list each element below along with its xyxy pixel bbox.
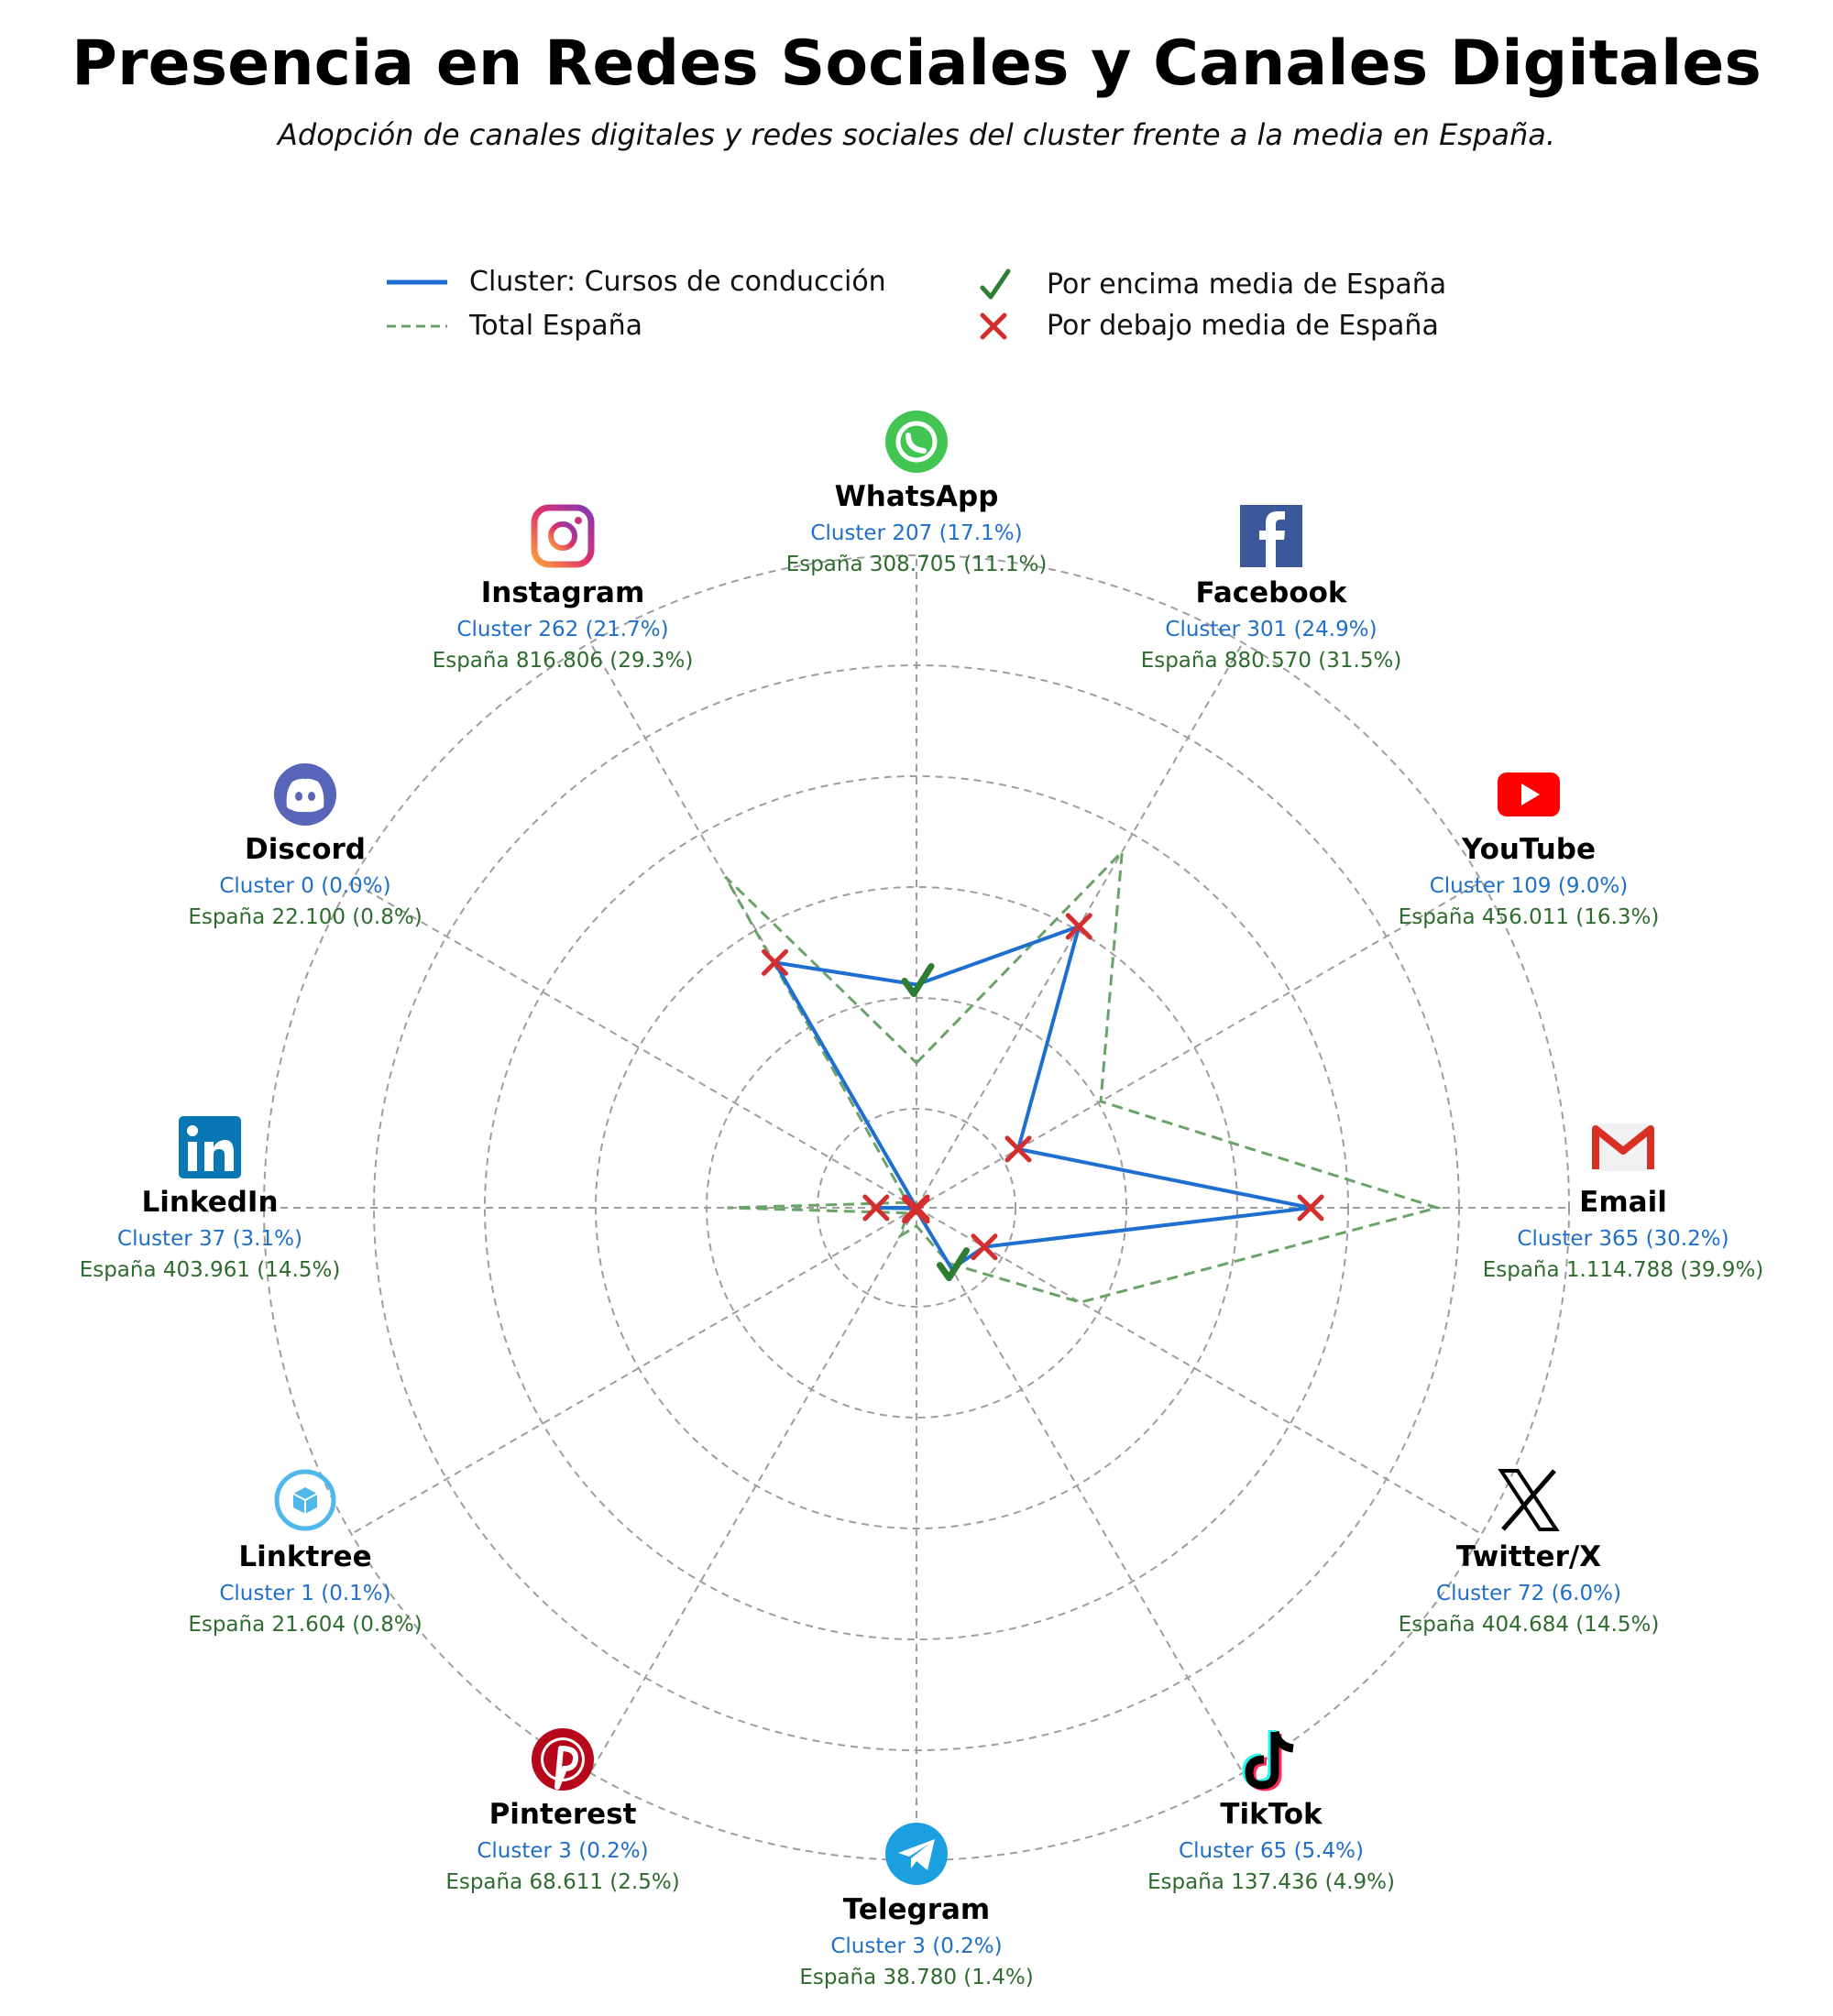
- grid-spoke-6: [916, 1208, 1243, 1773]
- cluster-value-label: Cluster 365 (30.2%): [1517, 1227, 1729, 1251]
- pinterest-icon: [532, 1728, 594, 1791]
- axis-label-10: [80, 1116, 341, 1282]
- spain-value-label: España 137.436 (4.9%): [1147, 1870, 1395, 1894]
- grid-spoke-8: [590, 1208, 916, 1773]
- spain-value-label: España 21.604 (0.8%): [188, 1613, 423, 1637]
- axis-name: YouTube: [1462, 833, 1596, 866]
- axis-label-9: [188, 1472, 422, 1637]
- cluster-value-label: Cluster 301 (24.9%): [1165, 618, 1377, 641]
- axis-label-11: [188, 763, 422, 929]
- axis-name: Facebook: [1195, 576, 1347, 609]
- legend-label-below: Por debajo media de España: [1047, 310, 1439, 342]
- linktree-icon: [277, 1472, 334, 1528]
- spain-value-label: España 816.806 (29.3%): [432, 649, 694, 673]
- gmail-icon: [1592, 1123, 1654, 1171]
- linkedin-icon: [179, 1116, 241, 1178]
- legend-label-spain: Total España: [469, 310, 643, 342]
- axis-label-5: [1399, 1471, 1660, 1637]
- axis-name: Instagram: [480, 576, 645, 609]
- axis-name: Discord: [245, 833, 366, 866]
- x-icon: [1501, 1471, 1556, 1529]
- axis-label-2: [1141, 505, 1402, 673]
- legend-label-above: Por encima media de España: [1047, 268, 1447, 301]
- axis-label-7: [799, 1823, 1033, 1989]
- cluster-series-line: [775, 926, 1312, 1269]
- axis-name: Pinterest: [488, 1798, 637, 1831]
- cluster-value-label: Cluster 207 (17.1%): [810, 521, 1023, 545]
- cluster-value-label: Cluster 37 (3.1%): [117, 1227, 302, 1251]
- grid-spoke-9: [351, 1208, 916, 1534]
- axis-label-8: [445, 1728, 679, 1894]
- spain-value-label: España 404.684 (14.5%): [1398, 1613, 1660, 1637]
- youtube-icon: [1498, 772, 1560, 816]
- axis-label-1: [786, 411, 1048, 576]
- spain-value-label: España 22.100 (0.8%): [188, 905, 423, 929]
- grid-spoke-3: [916, 882, 1482, 1208]
- axis-name: Linktree: [238, 1540, 372, 1573]
- whatsapp-icon: [885, 411, 948, 473]
- axis-name: WhatsApp: [834, 480, 999, 513]
- spain-value-label: España 38.780 (1.4%): [799, 1966, 1034, 1989]
- radar-series: [725, 852, 1437, 1303]
- cluster-value-label: Cluster 3 (0.2%): [477, 1839, 649, 1863]
- axis-name: TikTok: [1220, 1798, 1323, 1831]
- axis-name: Twitter/X: [1455, 1540, 1602, 1573]
- axis-label-3: [1399, 772, 1660, 929]
- cluster-value-label: Cluster 65 (5.4%): [1179, 1839, 1364, 1863]
- cluster-value-label: Cluster 109 (9.0%): [1429, 874, 1629, 898]
- axis-label-12: [433, 508, 694, 673]
- cluster-value-label: Cluster 72 (6.0%): [1436, 1582, 1621, 1605]
- page-title: Presencia en Redes Sociales y Canales Digitales: [71, 27, 1762, 100]
- cluster-value-label: Cluster 1 (0.1%): [219, 1582, 391, 1605]
- spain-value-label: España 1.114.788 (39.9%): [1482, 1258, 1764, 1282]
- spain-value-label: España 456.011 (16.3%): [1398, 905, 1660, 929]
- cluster-value-label: Cluster 262 (21.7%): [456, 618, 669, 641]
- spain-value-label: España 68.611 (2.5%): [445, 1870, 680, 1894]
- radar-markers: [763, 915, 1322, 1278]
- facebook-icon: [1240, 505, 1302, 567]
- spain-value-label: España 403.961 (14.5%): [79, 1258, 341, 1282]
- axis-name: LinkedIn: [141, 1186, 279, 1219]
- axis-name: Email: [1579, 1186, 1667, 1219]
- axis-name: Telegram: [842, 1893, 991, 1926]
- axis-label-6: [1147, 1730, 1395, 1894]
- spain-value-label: España 880.570 (31.5%): [1140, 649, 1402, 673]
- spain-value-label: España 308.705 (11.1%): [785, 553, 1048, 576]
- legend-label-cluster: Cluster: Cursos de conducción: [469, 266, 886, 298]
- tiktok-icon: [1246, 1730, 1293, 1787]
- cluster-value-label: Cluster 3 (0.2%): [830, 1934, 1003, 1958]
- axis-label-4: [1483, 1123, 1764, 1282]
- telegram-icon: [885, 1823, 948, 1885]
- cluster-value-label: Cluster 0 (0.0%): [219, 874, 391, 898]
- instagram-icon: [534, 508, 591, 564]
- discord-icon: [274, 763, 336, 826]
- page-subtitle: Adopción de canales digitales y redes sociales del cluster frente a la media en España.: [277, 117, 1555, 152]
- grid-spoke-5: [916, 1208, 1482, 1534]
- grid-spoke-11: [351, 882, 916, 1208]
